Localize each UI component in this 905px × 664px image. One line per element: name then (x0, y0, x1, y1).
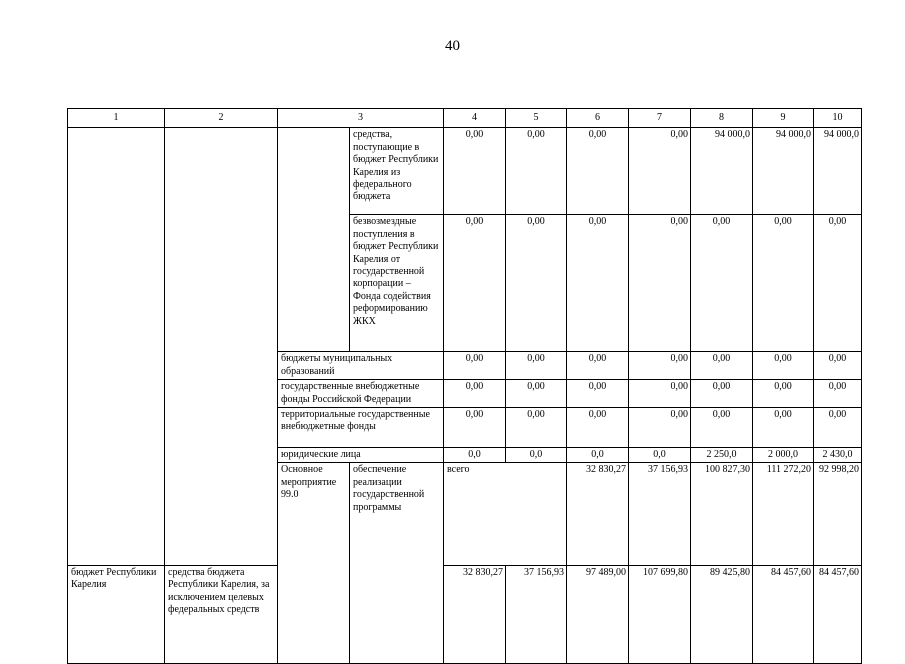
value-cell: 32 830,27 (444, 565, 506, 663)
value-cell: 0,00 (444, 128, 506, 215)
value-cell: 94 000,0 (691, 128, 753, 215)
event-description: обеспечение реализации государственной программы (350, 463, 444, 663)
value-cell: 37 156,93 (506, 565, 567, 663)
cell-empty (165, 128, 278, 565)
table-row (68, 565, 862, 663)
value-cell: 0,00 (444, 380, 506, 408)
header-cell: 4 (444, 109, 506, 128)
value-cell: 2 250,0 (691, 448, 753, 463)
value-cell: 0,0 (444, 448, 506, 463)
row-label: юридические лица (278, 448, 444, 463)
value-cell: 0,00 (567, 380, 629, 408)
value-cell: 0,00 (691, 408, 753, 448)
value-cell: 0,0 (567, 448, 629, 463)
value-cell: 0,00 (629, 215, 691, 352)
value-cell: 0,00 (506, 380, 567, 408)
value-cell: 0,00 (506, 352, 567, 380)
value-cell: 84 457,60 (753, 565, 814, 663)
value-cell: 0,00 (691, 380, 753, 408)
value-cell: 0,00 (814, 408, 862, 448)
header-cell: 10 (814, 109, 862, 128)
value-cell: 0,00 (506, 408, 567, 448)
page-number: 40 (445, 38, 460, 54)
row-label: территориальные государственные внебюджетные фонды (278, 408, 444, 448)
value-cell: 0,00 (629, 408, 691, 448)
table-header-row (68, 109, 862, 128)
value-cell: 0,0 (506, 448, 567, 463)
cell-empty (278, 128, 350, 352)
value-cell: 0,00 (506, 215, 567, 352)
value-cell: 32 830,27 (567, 463, 629, 565)
value-cell: 2 000,0 (753, 448, 814, 463)
row-sublabel: средства бюджета Республики Карелия, за исключением целевых федеральных средств (165, 565, 278, 663)
value-cell: 0,00 (629, 352, 691, 380)
cell-empty (68, 128, 165, 565)
header-cell: 2 (165, 109, 278, 128)
value-cell: 0,00 (629, 380, 691, 408)
row-label: безвозмездные поступления в бюджет Республики Карелия от государственной корпорации – Фонда содействия реформированию ЖКХ (350, 215, 444, 352)
value-cell: 0,00 (753, 352, 814, 380)
header-cell: 3 (278, 109, 444, 128)
value-cell: 0,00 (567, 408, 629, 448)
value-cell: 0,00 (691, 215, 753, 352)
table-row (68, 128, 862, 215)
value-cell: 0,00 (691, 352, 753, 380)
header-cell: 9 (753, 109, 814, 128)
header-cell: 1 (68, 109, 165, 128)
header-cell: 6 (567, 109, 629, 128)
value-cell: 0,00 (753, 380, 814, 408)
value-cell: 0,00 (753, 215, 814, 352)
value-cell: 94 000,0 (814, 128, 862, 215)
value-cell: 0,00 (814, 352, 862, 380)
value-cell: 0,00 (567, 352, 629, 380)
value-cell: 0,00 (814, 380, 862, 408)
header-cell: 8 (691, 109, 753, 128)
value-cell: 0,00 (753, 408, 814, 448)
value-cell: 0,0 (629, 448, 691, 463)
value-cell: 84 457,60 (814, 565, 862, 663)
value-cell: 37 156,93 (629, 463, 691, 565)
value-cell: 0,00 (444, 352, 506, 380)
value-cell: 0,00 (506, 128, 567, 215)
value-cell: 2 430,0 (814, 448, 862, 463)
value-cell: 0,00 (629, 128, 691, 215)
event-name: Основное мероприятие 99.0 (278, 463, 350, 663)
value-cell: 107 699,80 (629, 565, 691, 663)
row-label: средства, поступающие в бюджет Республики Карелия из федерального бюджета (350, 128, 444, 215)
value-cell: 0,00 (567, 215, 629, 352)
value-cell: 0,00 (814, 215, 862, 352)
value-cell: 94 000,0 (753, 128, 814, 215)
row-label: государственные внебюджетные фонды Российской Федерации (278, 380, 444, 408)
row-label: бюджет Республики Карелия (68, 565, 165, 663)
row-label: бюджеты муниципальных образований (278, 352, 444, 380)
value-cell: 0,00 (444, 408, 506, 448)
value-cell: 0,00 (567, 128, 629, 215)
value-cell: 89 425,80 (691, 565, 753, 663)
value-cell: 0,00 (444, 215, 506, 352)
value-cell: 100 827,30 (691, 463, 753, 565)
budget-table (67, 108, 862, 664)
header-cell: 5 (506, 109, 567, 128)
header-cell: 7 (629, 109, 691, 128)
value-cell: 97 489,00 (567, 565, 629, 663)
value-cell: 92 998,20 (814, 463, 862, 565)
value-cell: 111 272,20 (753, 463, 814, 565)
row-label: всего (444, 463, 567, 565)
